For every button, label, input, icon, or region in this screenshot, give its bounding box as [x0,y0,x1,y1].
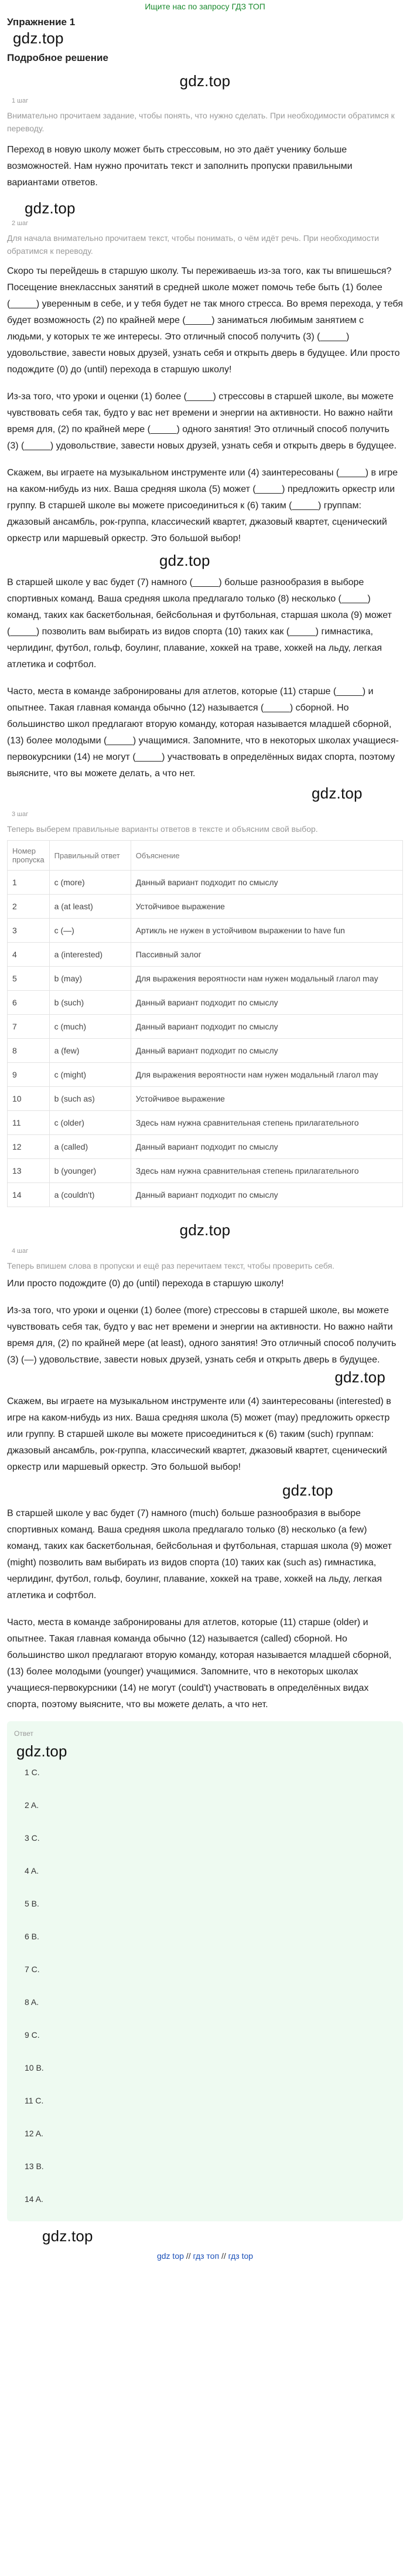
correct-answer-cell: a (at least) [49,895,131,919]
watermark: gdz.top [25,199,76,217]
explanation-cell: Пассивный залог [131,943,402,967]
table-row [8,991,403,1015]
footer-links [7,2251,403,2261]
watermark: gdz.top [13,29,64,47]
table-row [8,871,403,895]
table-row [8,1183,403,1207]
page-content [0,16,410,2261]
table-row [8,1063,403,1087]
answer-item: 13 B. [25,2162,44,2171]
paragraph: Скажем, вы играете на музыкальном инструменте или (4) заинтересованы (_____) в игре на каком-нибудь из них. Ваша средняя школа (5) может (_____) предложить оркестр или группу. В старшей школе вы можете присоединиться к (6) таким (_____) группам: джазовый ансамбль, рок-группа, классический квартет, джазовый квартет, сценический оркестр или маршевый оркестр. Это большой выбор! [7,468,398,543]
answer-item: 2 A. [25,1800,39,1810]
paragraph: Из-за того, что уроки и оценки (1) более (more) стрессовы в старшей школе, вы можете чувствовать себя так, будто у вас нет времени и энергии на активности. Но важно найти время для, (2) по крайней мере (at least), одного занятия! Это отличный способ получить (3) (—) удовольствие, завести новых друзей, узнать себя и открыть дверь в будущее. [7,1306,397,1365]
correct-answer-cell: c (more) [49,871,131,895]
explanation-cell: Данный вариант подходит по смыслу [131,1015,402,1039]
table-row [8,1111,403,1135]
answer-item: 9 C. [25,2030,40,2040]
column-header: Объяснение [131,841,402,871]
paragraph: В старшей школе у вас будет (7) намного (_____) больше разнообразия в выборе спортивных команд. Ваша средняя школа предлагало только (8) несколько (_____) команд, таких как баскетбольная, бейсбольная и футбольная, старшая школа (9) может (_____) позволить вам выбирать из видов спорта (10) таких как (_____) гимнастика, черлидинг, футбол, гольф, боулинг, плавание, хоккей на траве, хоккей на льду, легкая атлетика и софтбол. [7,577,392,670]
watermark: gdz.top [312,784,363,802]
correct-answer-cell: a (few) [49,1039,131,1063]
footer-link[interactable]: гдз top [228,2251,254,2261]
table-row [8,943,403,967]
answer-list [14,1763,396,2215]
footer-link[interactable]: гдз топ [193,2251,220,2261]
gap-number-cell: 12 [8,1135,50,1159]
answer-box [7,1721,403,2221]
explanation-cell: Для выражения вероятности нам нужен модальный глагол may [131,1063,402,1087]
explanation-cell: Устойчивое выражение [131,1087,402,1111]
explanation-cell: Здесь нам нужна сравнительная степень прилагательного [131,1159,402,1183]
step-hint: Теперь выберем правильные варианты ответов в тексте и объясним свой выбор. [7,824,318,834]
answer-item: 10 B. [25,2063,44,2072]
gap-number-cell: 8 [8,1039,50,1063]
correct-answer-cell: b (may) [49,967,131,991]
explanation-cell: Данный вариант подходит по смыслу [131,871,402,895]
gap-number-cell: 1 [8,871,50,895]
gap-number-cell: 2 [8,895,50,919]
paragraph: В старшей школе у вас будет (7) намного (much) больше разнообразия в выборе спортивных команд. Ваша средняя школа предлагало только (8) несколько (a few) команд, таких как баскетбольная, бейсбольная и футбольная, старшая школа (9) может (might) позволить вам выбирать из видов спорта (10) таких как (such as) гимнастика, черлидинг, футбол, гольф, боулинг, плавание, хоккей на траве, хоккей на льду, легкая атлетика и софтбол. [7,1508,392,1600]
gap-number-cell: 9 [8,1063,50,1087]
answer-item: 1 C. [25,1768,40,1777]
answer-item: 8 A. [25,1997,39,2007]
step-4 [7,1248,403,1713]
step-1 [7,97,403,191]
gap-number-cell: 6 [8,991,50,1015]
correct-answer-cell: b (younger) [49,1159,131,1183]
correct-answer-cell: a (interested) [49,943,131,967]
footer-separator: // [221,2251,226,2261]
watermark: gdz.top [282,1481,333,1499]
gap-number-cell: 13 [8,1159,50,1183]
watermark: gdz.top [179,1221,231,1239]
paragraph: Скажем, вы играете на музыкальном инструменте или (4) заинтересованы (interested) в игре на каком-нибудь из них. Ваша средняя школа (5) может (may) предложить оркестр или группу. В старшей школе вы можете присоединиться к (6) таким (such) группам: джазовый ансамбль, рок-группа, классический квартет, джазовый квартет, сценический оркестр или маршевый оркестр. Это большой выбор! [7,1396,391,1472]
step-label: 4 шаг [12,1248,29,1255]
top-banner [0,0,410,13]
watermark: gdz.top [42,2227,93,2245]
explanation-cell: Данный вариант подходит по смыслу [131,1183,402,1207]
watermark: gdz.top [159,552,210,569]
correct-answer-cell: b (such as) [49,1087,131,1111]
explanation-cell: Для выражения вероятности нам нужен модальный глагол may [131,967,402,991]
answers-table [7,840,403,1207]
table-row [8,919,403,943]
column-header: Номер пропуска [8,841,50,871]
table-row [8,1039,403,1063]
table-row [8,895,403,919]
paragraph: Из-за того, что уроки и оценки (1) более (_____) стрессовы в старшей школе, вы можете чувствовать себя так, будто у вас нет времени и энергии на активности. Но важно найти время для, (2) по крайней мере (_____) одного занятия! Это отличный способ получить (3) (_____) удовольствие, завести новых друзей, узнать себя и открыть дверь в будущее. [7,392,397,451]
gap-number-cell: 3 [8,919,50,943]
section-heading: Подробное решение [7,52,108,63]
step-3 [7,811,403,1239]
explanation-cell: Здесь нам нужна сравнительная степень прилагательного [131,1111,402,1135]
paragraph: Скоро ты перейдешь в старшую школу. Ты переживаешь из-за того, как ты впишешься? Посещение внеклассных занятий в средней школе может помочь тебе быть (1) более (_____) уверенным в себе, и у тебя будет не так много стресса. Во время перехода, у тебя будет возможность (2) по крайней мере (_____) заниматься любимым занятием с людьми, у которых те же интересы. Это отличный способ получить (3) (_____) удовольствие, завести новых друзей, узнать себя и открыть дверь в будущее. Или просто подождите (0) до (until) перехода в старшую школу! [7,266,403,375]
answer-item: 3 C. [25,1833,40,1843]
table-row [8,967,403,991]
watermark: gdz.top [16,1742,67,1760]
answer-item: 7 C. [25,1965,40,1974]
gap-number-cell: 11 [8,1111,50,1135]
step-label: 3 шаг [12,811,29,818]
step-hint: Теперь впишем слова в пропуски и ещё раз перечитаем текст, чтобы проверить себя. [7,1261,334,1270]
paragraph: Или просто подождите (0) до (until) перехода в старшую школу! [7,1279,284,1289]
table-row [8,1159,403,1183]
correct-answer-cell: c (might) [49,1063,131,1087]
table-row [8,1135,403,1159]
table-header-row [8,841,403,871]
watermark: gdz.top [334,1368,385,1386]
answer-item: 12 A. [25,2129,43,2138]
gap-number-cell: 14 [8,1183,50,1207]
step-2 [7,220,403,803]
answer-item: 5 B. [25,1899,39,1908]
correct-answer-cell: a (couldn't) [49,1183,131,1207]
gap-number-cell: 7 [8,1015,50,1039]
table-row [8,1087,403,1111]
column-header: Правильный ответ [49,841,131,871]
step-hint: Внимательно прочитаем задание, чтобы понять, что нужно сделать. При необходимости обратимся к переводу. [7,111,395,133]
answer-item: 11 C. [25,2096,44,2105]
explanation-cell: Данный вариант подходит по смыслу [131,1135,402,1159]
step-label: 1 шаг [12,97,29,104]
answer-item: 14 A. [25,2194,43,2204]
explanation-cell: Данный вариант подходит по смыслу [131,991,402,1015]
answer-item: 6 B. [25,1932,39,1941]
step-hint: Для начала внимательно прочитаем текст, чтобы понимать, о чём идёт речь. При необходимости обратимся к переводу. [7,233,380,256]
explanation-cell: Устойчивое выражение [131,895,402,919]
gap-number-cell: 10 [8,1087,50,1111]
table-row [8,1015,403,1039]
footer-link[interactable]: gdz top [156,2251,184,2261]
correct-answer-cell: c (older) [49,1111,131,1135]
watermark: gdz.top [179,72,231,90]
step-label: 2 шаг [12,220,29,227]
step-text: Переход в новую школу может быть стрессовым, но это даёт ученику больше возможностей. Нам нужно прочитать текст и заполнить пропуски правильными вариантами ответов. [7,145,353,188]
answer-title: Ответ [14,1729,33,1738]
gap-number-cell: 5 [8,967,50,991]
footer-separator: // [186,2251,191,2261]
paragraph: Часто, места в команде забронированы для атлетов, которые (11) старше (older) и опытнее. Такая главная команда обычно (12) называется (called) сборной. Но большинство школ предлагают вторую команду, которая называется младшей сборной, (13) более молодыми (younger) учащимися. Запомните, что в некоторых школах учащиеся-первокурсники (14) не могут (could't) участвовать в определённых видах спорта, поэтому выясните, что вы можете делать, а что нет. [7,1617,392,1710]
correct-answer-cell: c (much) [49,1015,131,1039]
correct-answer-cell: c (—) [49,919,131,943]
explanation-cell: Данный вариант подходит по смыслу [131,1039,402,1063]
correct-answer-cell: a (called) [49,1135,131,1159]
answer-item: 4 A. [25,1866,39,1875]
correct-answer-cell: b (such) [49,991,131,1015]
paragraph: Часто, места в команде забронированы для атлетов, которые (11) старше (_____) и опытнее. Такая главная команда обычно (12) называется (_____) сборной. Но большинство школ предлагают вторую команду, которая называется младшей сборной, (13) более молодыми (_____) учащимися. Запомните, что в некоторых школах учащиеся-первокурсники (14) не могут (_____) участвовать в определённых видах спорта, поэтому выясните, что вы можете делать, а что нет. [7,687,399,779]
page-title: Упражнение 1 [7,16,76,28]
top-search-link[interactable]: Ищите нас по запросу ГДЗ ТОП [145,2,265,11]
explanation-cell: Артикль не нужен в устойчивом выражении to have fun [131,919,402,943]
gap-number-cell: 4 [8,943,50,967]
